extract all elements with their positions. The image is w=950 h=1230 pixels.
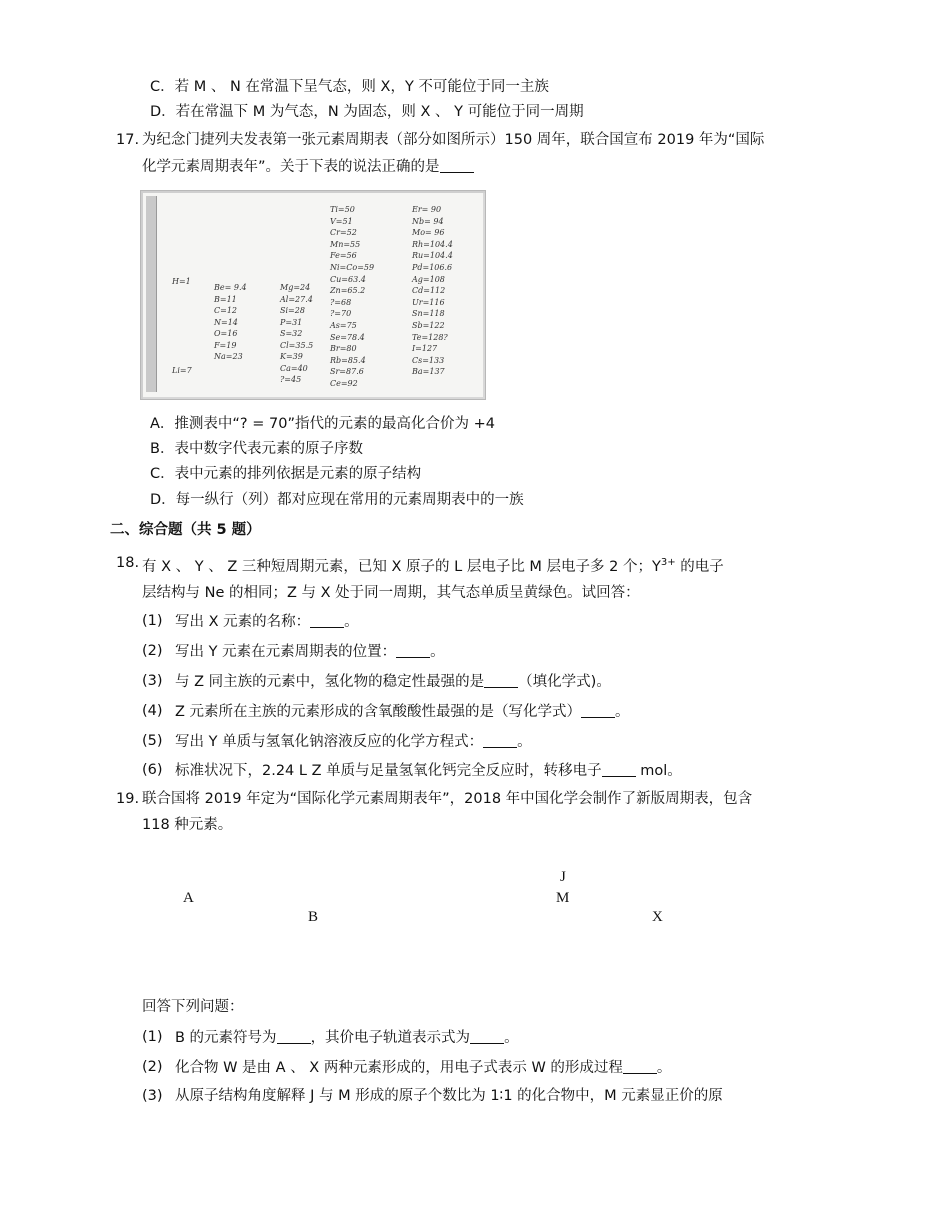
table-entry: Si=28	[280, 306, 305, 315]
table-entry: C=12	[214, 306, 238, 315]
q19-stem-line1: 联合国将 2019 年定为“国际化学元素周期表年”，2018 年中国化学会制作了新版周期表，包含	[142, 791, 753, 807]
answer-blank[interactable]	[396, 641, 430, 658]
table-entry: ?=70	[330, 309, 352, 319]
table-entry: Li=7	[172, 366, 192, 375]
mendeleev-table-image	[140, 190, 486, 400]
table-entry: Rb=85.4	[330, 355, 366, 365]
table-entry: As=75	[330, 321, 357, 330]
table-entry: Zn=65.2	[330, 286, 366, 296]
subquestion-text	[175, 1086, 723, 1106]
answer-blank[interactable]	[440, 156, 474, 173]
subquestion-suffix: （填化学式)。	[518, 674, 611, 690]
table-entry: Ni=Co=59	[330, 263, 375, 272]
table-entry: K=39	[280, 352, 303, 361]
subquestion-number: (1)	[142, 1029, 163, 1045]
table-entry: Er= 90	[412, 205, 442, 214]
answer-blank[interactable]	[623, 1057, 657, 1074]
subquestion-prompt: 与 Z 同主族的元素中，氢化物的稳定性最强的是	[175, 674, 485, 690]
subquestion-prompt: 写出 Y 单质与氢氧化钠溶液反应的化学方程式：	[175, 734, 484, 750]
table-entry: F=19	[214, 340, 237, 350]
table-entry: Al=27.4	[280, 294, 313, 304]
y-ion-charge: 3+	[660, 557, 676, 568]
table-entry: Mn=55	[330, 239, 361, 249]
table-entry: Nb= 94	[412, 216, 444, 226]
q19-number: 19.	[116, 791, 140, 807]
element-label-m: M	[556, 890, 570, 906]
subquestion-prompt: 从原子结构角度解释 J 与 M 形成的原子个数比为 1∶1 的化合物中，M 元素显正价的原	[175, 1088, 723, 1104]
q16-option-d: D．若在常温下 M 为气态，N 为固态，则 X 、 Y 可能位于同一周期	[150, 104, 584, 120]
subquestion-prompt: B 的元素符号为	[175, 1030, 277, 1046]
table-entry: Pd=106.6	[412, 263, 453, 272]
table-entry: P=31	[280, 317, 303, 327]
subquestion-suffix: 。	[517, 734, 532, 750]
subquestion-suffix: 。	[430, 644, 445, 660]
subquestion-suffix: 。	[656, 1060, 672, 1076]
subquestion-suffix: mol。	[635, 763, 682, 779]
q18-number: 18.	[116, 555, 140, 571]
table-entry: ?=45	[280, 375, 302, 384]
table-entry: Ru=104.4	[412, 251, 453, 261]
answer-blank[interactable]	[310, 611, 344, 628]
element-label-a: A	[183, 890, 194, 906]
subquestion-prompt: 标准状况下，2.24 L Z 单质与足量氢氧化钙完全反应时，转移电子	[175, 763, 602, 779]
q17-stem-text: 化学元素周期表年”。关于下表的说法正确的是	[142, 159, 440, 175]
element-label-j: J	[560, 869, 566, 885]
q16-option-c: C．若 M 、 N 在常温下呈气态，则 X，Y 不可能位于同一主族	[150, 79, 549, 95]
q17-stem-line2	[142, 156, 474, 177]
q17-stem-line1: 为纪念门捷列夫发表第一张元素周期表（部分如图所示）150 周年，联合国宣布 2019 年为“国际	[142, 132, 765, 148]
answer-blank[interactable]	[277, 1027, 311, 1044]
element-label-x: X	[652, 909, 663, 925]
q19-stem-line2: 118 种元素。	[142, 817, 233, 833]
table-entry: Ba=137	[412, 367, 445, 377]
paper-edge	[146, 196, 157, 392]
table-entry: Ca=40	[280, 363, 308, 373]
subquestion-prompt: 写出 Y 元素在元素周期表的位置：	[175, 644, 397, 660]
q17-option-a: A．推测表中“? = 70”指代的元素的最高化合价为 +4	[150, 416, 495, 432]
table-entry: Sb=122	[412, 321, 445, 330]
table-entry: Ur=116	[412, 297, 445, 307]
subquestion-text	[175, 731, 532, 752]
subquestion-number: (2)	[142, 643, 163, 659]
q18-stem-part1: 有 X 、 Y 、 Z 三种短周期元素，已知 X 原子的 L 层电子比 M 层电子多 2 个；Y	[142, 559, 661, 575]
q18-stem-part2: 的电子	[675, 559, 724, 575]
subquestion-suffix: 。	[344, 614, 359, 630]
answer-blank[interactable]	[470, 1027, 504, 1044]
table-entry: Be= 9.4	[214, 283, 247, 292]
q19-prompt: 回答下列问题：	[142, 999, 244, 1015]
subquestion-number: (2)	[142, 1059, 163, 1075]
subquestion-suffix: 。	[504, 1030, 519, 1046]
answer-blank[interactable]	[483, 731, 517, 748]
table-entry: Na=23	[214, 352, 243, 361]
q18-stem-line1	[142, 553, 724, 577]
element-label-b: B	[308, 909, 319, 925]
subquestion-suffix: 。	[615, 704, 630, 720]
subquestion-text	[175, 1027, 519, 1048]
table-entry: Cu=63.4	[330, 274, 366, 284]
table-entry: Sr=87.6	[330, 367, 364, 377]
q18-stem-line2: 层结构与 Ne 的相同；Z 与 X 处于同一周期，其气态单质呈黄绿色。试回答：	[142, 585, 640, 601]
section-heading: 二、综合题（共 5 题）	[110, 522, 261, 538]
table-entry: H=1	[172, 277, 191, 286]
table-entry: Rh=104.4	[412, 239, 453, 249]
subquestion-text	[175, 1057, 671, 1078]
table-entry: Cl=35.5	[280, 340, 314, 350]
table-entry: Te=128?	[412, 332, 448, 342]
subquestion-middle: ，其价电子轨道表示式为	[310, 1030, 471, 1046]
table-entry: Mo= 96	[412, 228, 445, 238]
table-entry: Ce=92	[330, 379, 358, 388]
subquestion-number: (3)	[142, 673, 163, 689]
table-entry: S=32	[280, 329, 303, 338]
table-entry: N=14	[214, 317, 238, 327]
table-entry: Mg=24	[280, 283, 311, 292]
table-entry: Br=80	[330, 344, 357, 354]
table-entry: I=127	[412, 344, 438, 354]
subquestion-text	[175, 671, 611, 692]
subquestion-text	[175, 760, 682, 781]
subquestion-prompt: Z 元素所在主族的元素形成的含氧酸酸性最强的是（写化学式）	[175, 704, 582, 720]
subquestion-number: (3)	[142, 1088, 163, 1104]
q17-option-b: B．表中数字代表元素的原子序数	[150, 441, 363, 457]
table-entry: Cs=133	[412, 355, 445, 365]
subquestion-number: (4)	[142, 703, 163, 719]
table-entry: ?=68	[330, 297, 352, 307]
table-entry: B=11	[214, 294, 237, 304]
subquestion-text	[175, 641, 445, 662]
subquestion-prompt: 写出 X 元素的名称：	[175, 614, 311, 630]
q17-number: 17.	[116, 132, 140, 148]
table-entry: Cd=112	[412, 286, 446, 296]
answer-blank[interactable]	[581, 701, 615, 718]
q17-option-d: D．每一纵行（列）都对应现在常用的元素周期表中的一族	[150, 492, 524, 508]
table-entry: Ti=50	[330, 205, 355, 214]
subquestion-prompt: 化合物 W 是由 A 、 X 两种元素形成的，用电子式表示 W 的形成过程	[175, 1060, 623, 1076]
q17-option-c: C．表中元素的排列依据是元素的原子结构	[150, 466, 422, 482]
table-entry: Sn=118	[412, 309, 445, 319]
table-entry: Fe=56	[330, 251, 357, 261]
table-entry: Cr=52	[330, 228, 357, 238]
table-entry: Se=78.4	[330, 332, 365, 342]
answer-blank[interactable]	[602, 760, 636, 777]
table-entry: Ag=108	[412, 274, 445, 284]
subquestion-text	[175, 611, 359, 632]
subquestion-number: (1)	[142, 613, 163, 629]
subquestion-text	[175, 701, 630, 722]
subquestion-number: (6)	[142, 762, 163, 778]
table-entry: O=16	[214, 329, 238, 338]
answer-blank[interactable]	[484, 671, 518, 688]
subquestion-number: (5)	[142, 733, 163, 749]
table-entry: V=51	[330, 216, 353, 226]
